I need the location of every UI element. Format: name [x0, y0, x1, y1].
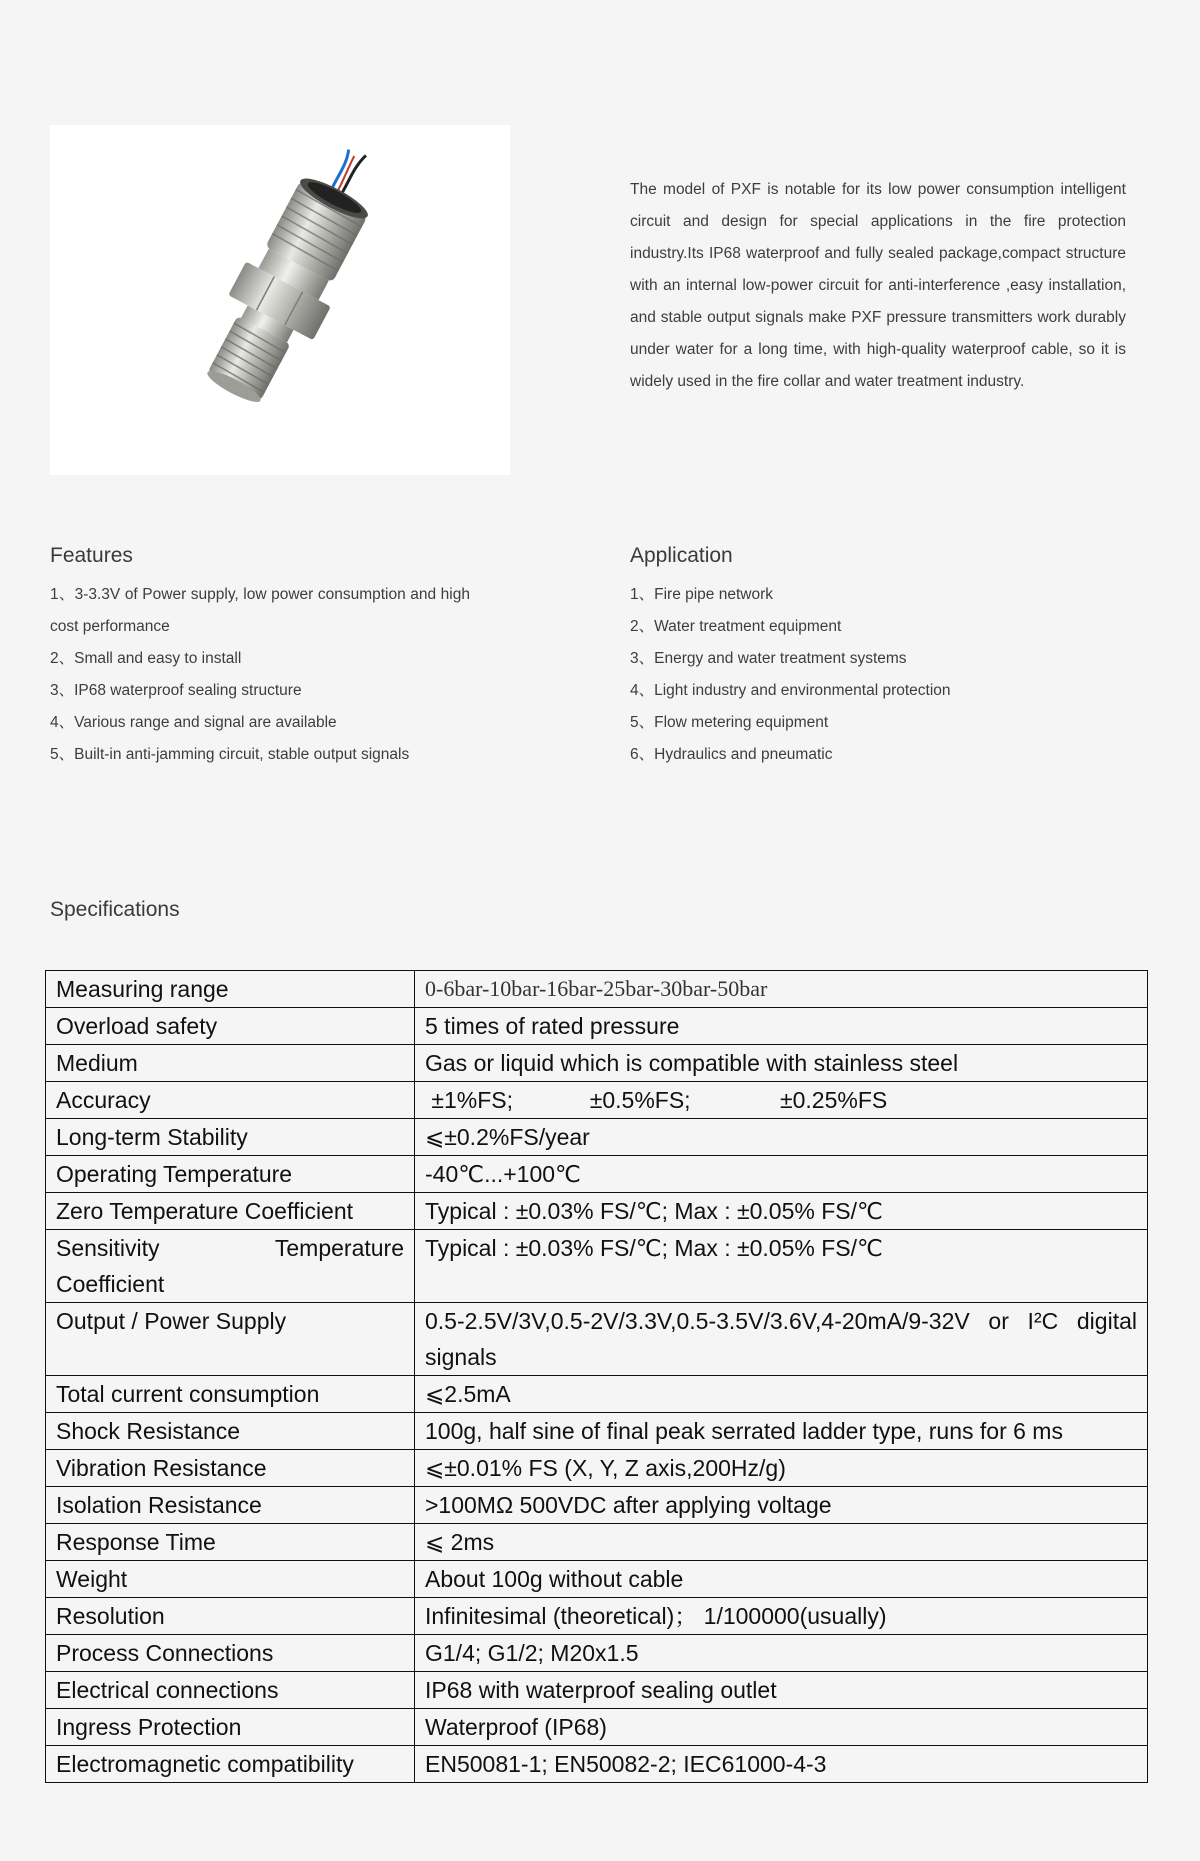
- table-row: [46, 1119, 1148, 1156]
- spec-value: Typical : ±0.03% FS/℃; Max : ±0.05% FS/℃: [415, 1193, 1148, 1230]
- spec-value: ⩽±0.01% FS (X, Y, Z axis,200Hz/g): [415, 1450, 1148, 1487]
- pressure-transmitter-image: [50, 125, 510, 475]
- spec-key: Total current consumption: [46, 1376, 415, 1413]
- table-row: [46, 1746, 1148, 1783]
- spec-value: IP68 with waterproof sealing outlet: [415, 1672, 1148, 1709]
- spec-value: >100MΩ 500VDC after applying voltage: [415, 1487, 1148, 1524]
- table-row: [46, 1082, 1148, 1119]
- spec-value: 0-6bar-10bar-16bar-25bar-30bar-50bar: [415, 971, 1148, 1008]
- list-item: 6、Hydraulics and pneumatic: [630, 746, 833, 763]
- spec-key: Medium: [46, 1045, 415, 1082]
- spec-key: Ingress Protection: [46, 1709, 415, 1746]
- spec-value: ⩽2.5mA: [415, 1376, 1148, 1413]
- spec-value: EN50081-1; EN50082-2; IEC61000-4-3: [415, 1746, 1148, 1783]
- spec-key: Resolution: [46, 1598, 415, 1635]
- features-list: [50, 579, 470, 771]
- spec-value: G1/4; G1/2; M20x1.5: [415, 1635, 1148, 1672]
- list-item: 2、Water treatment equipment: [630, 618, 842, 635]
- list-item: 4、Light industry and environmental protection: [630, 682, 951, 699]
- application-section: [630, 541, 1110, 771]
- spec-key: Vibration Resistance: [46, 1450, 415, 1487]
- table-row: [46, 1598, 1148, 1635]
- table-row: [46, 1045, 1148, 1082]
- table-row: [46, 1156, 1148, 1193]
- spec-key: Weight: [46, 1561, 415, 1598]
- spec-value: -40℃...+100℃: [415, 1156, 1148, 1193]
- spec-key: Accuracy: [46, 1082, 415, 1119]
- spec-value: About 100g without cable: [415, 1561, 1148, 1598]
- specifications-heading: Specifications: [50, 898, 180, 921]
- table-row: [46, 1524, 1148, 1561]
- table-row: [46, 1193, 1148, 1230]
- spec-value: Typical : ±0.03% FS/℃; Max : ±0.05% FS/℃: [415, 1230, 1148, 1303]
- spec-value: 0.5-2.5V/3V,0.5-2V/3.3V,0.5-3.5V/3.6V,4-20mA/9-32V or I²C digital signals: [415, 1303, 1148, 1376]
- list-item: 4、Various range and signal are available: [50, 714, 337, 731]
- spec-key: Overload safety: [46, 1008, 415, 1045]
- list-item: 3、Energy and water treatment systems: [630, 650, 907, 667]
- product-description: The model of PXF is notable for its low power consumption intelligent circuit and design for special applications in the fire protection industry.Its IP68 waterproof and fully sealed package,compact structure with an internal low-power circuit for anti-interference ,easy installation, and stable output signals make PXF pressure transmitters work durably under water for a long time, with high-quality waterproof cable, so it is widely used in the fire collar and water treatment industry.: [630, 181, 1126, 390]
- list-item: 1、3-3.3V of Power supply, low power consumption and high cost performance: [50, 586, 470, 635]
- application-list: [630, 579, 1110, 771]
- table-row: [46, 1635, 1148, 1672]
- spec-key: Response Time: [46, 1524, 415, 1561]
- table-row: [46, 1561, 1148, 1598]
- spec-value: ⩽±0.2%FS/year: [415, 1119, 1148, 1156]
- spec-key: Process Connections: [46, 1635, 415, 1672]
- spec-key: Shock Resistance: [46, 1413, 415, 1450]
- features-heading: Features: [50, 544, 133, 567]
- spec-key: Long-term Stability: [46, 1119, 415, 1156]
- table-row: [46, 1303, 1148, 1376]
- table-row: [46, 1450, 1148, 1487]
- table-row: [46, 1376, 1148, 1413]
- spec-value: Infinitesimal (theoretical)； 1/100000(usually): [415, 1598, 1148, 1635]
- application-heading: Application: [630, 544, 733, 567]
- spec-value: ±1%FS; ±0.5%FS; ±0.25%FS: [415, 1082, 1148, 1119]
- table-row: [46, 1487, 1148, 1524]
- list-item: 5、Built-in anti-jamming circuit, stable output signals: [50, 746, 410, 763]
- spec-value: Waterproof (IP68): [415, 1709, 1148, 1746]
- features-section: [50, 541, 470, 771]
- spec-key: Electromagnetic compatibility: [46, 1746, 415, 1783]
- table-row: [46, 1230, 1148, 1303]
- list-item: 5、Flow metering equipment: [630, 714, 829, 731]
- table-row: [46, 1008, 1148, 1045]
- spec-value: Gas or liquid which is compatible with stainless steel: [415, 1045, 1148, 1082]
- product-image: [50, 125, 510, 475]
- spec-key: Isolation Resistance: [46, 1487, 415, 1524]
- spec-value: ⩽ 2ms: [415, 1524, 1148, 1561]
- spec-key: Output / Power Supply: [46, 1303, 415, 1376]
- list-item: 2、Small and easy to install: [50, 650, 242, 667]
- spec-key: Sensitivity Temperature Coefficient: [46, 1230, 415, 1303]
- table-row: [46, 1672, 1148, 1709]
- specifications-table: [45, 970, 1148, 1783]
- spec-key: Zero Temperature Coefficient: [46, 1193, 415, 1230]
- table-row: [46, 971, 1148, 1008]
- spec-key: Electrical connections: [46, 1672, 415, 1709]
- table-row: [46, 1413, 1148, 1450]
- spec-value: 5 times of rated pressure: [415, 1008, 1148, 1045]
- list-item: 3、IP68 waterproof sealing structure: [50, 682, 302, 699]
- list-item: 1、Fire pipe network: [630, 586, 774, 603]
- spec-key: Measuring range: [46, 971, 415, 1008]
- spec-key: Operating Temperature: [46, 1156, 415, 1193]
- table-row: [46, 1709, 1148, 1746]
- spec-value: 100g, half sine of final peak serrated ladder type, runs for 6 ms: [415, 1413, 1148, 1450]
